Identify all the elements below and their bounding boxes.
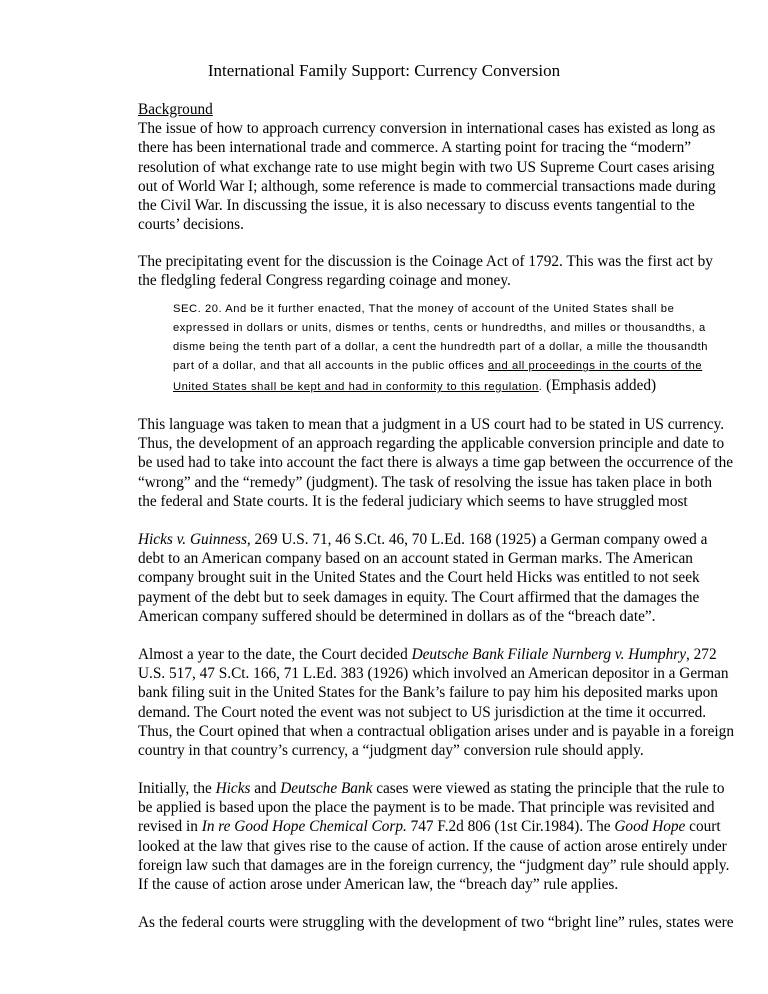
- text-line: the fledgling federal Congress regarding coinage and money.: [138, 272, 511, 290]
- quote-text: part of a dollar, and that all accounts in the public offices: [173, 360, 488, 372]
- text-line: the Civil War. In discussing the issue, it is also necessary to discuss events tangential to the: [138, 196, 695, 214]
- text-line: be used had to take into account the fact there is always a time gap between the occurrence of the: [138, 454, 734, 472]
- text-line: looked at the law that gives rise to the cause of action. If the cause of action arose entirely under: [138, 837, 727, 855]
- statute-quote: [173, 300, 709, 395]
- paragraph-background: [138, 100, 716, 234]
- text-line: American company suffered should be determined in dollars as of the “breach date”.: [138, 607, 656, 625]
- text-line: resolution of what exchange rate to use might begin with two US Supreme Court cases arising: [138, 158, 715, 176]
- text-line: As the federal courts were struggling with the development of two “bright line” rules, states were: [138, 914, 734, 931]
- text-line: debt to an American company based on an account stated in German marks. The American: [138, 550, 693, 568]
- case-name: Deutsche Bank: [280, 780, 373, 797]
- text-span: 747 F.2d 806 (1st Cir.1984). The: [406, 818, 615, 836]
- text-line: U.S. 517, 47 S.Ct. 166, 71 L.Ed. 383 (1926) which involved an American depositor in a German: [138, 665, 729, 683]
- case-name: In re Good Hope Chemical Corp.: [201, 818, 407, 836]
- quote-line: [173, 357, 703, 376]
- text-line: Thus, the development of an approach regarding the applicable conversion principle and date to: [138, 435, 725, 453]
- text-span: revised in: [138, 818, 202, 836]
- paragraph-hicks: [138, 530, 708, 626]
- text-line: be applied is based upon the place the payment is to be made. That principle was revisited and: [138, 799, 715, 817]
- text-line: This language was taken to mean that a judgment in a US court had to be stated in US currency.: [138, 416, 725, 433]
- text-line: If the cause of action arose under American law, the “breach day” rule applies.: [138, 875, 619, 893]
- text-line: courts’ decisions.: [138, 216, 244, 234]
- text-span: and: [250, 780, 281, 797]
- text-line: company brought suit in the United States and the Court held Hicks was entitled to not seek: [138, 569, 700, 587]
- case-name: Deutsche Bank Filiale Nurnberg v. Humphry: [411, 646, 686, 663]
- document-title: International Family Support: Currency Conversion: [207, 61, 561, 80]
- text-line: The issue of how to approach currency conversion in international cases has existed as long as: [138, 120, 716, 138]
- paragraph-coinage-act: [138, 252, 713, 290]
- paragraph-good-hope: [138, 779, 730, 894]
- text-line: there has been international trade and commerce. A starting point for tracing the “modern”: [138, 139, 692, 157]
- quote-line: expressed in dollars or units, dismes or tenths, cents or hundredths, and milles or thousandths, a: [173, 322, 706, 334]
- text-line: country in that country’s currency, a “judgment day” conversion rule should apply.: [138, 741, 644, 759]
- text-line: The precipitating event for the discussion is the Coinage Act of 1792. This was the first act by: [138, 253, 713, 270]
- quote-line: [173, 376, 673, 395]
- text-line: Thus, the Court opined that when a contractual obligation arises under and is payable in a foreign: [138, 722, 734, 740]
- text-line: demand. The Court noted the event was not subject to US jurisdiction at the time it occurred.: [138, 703, 707, 721]
- text-line: foreign law such that damages are in the foreign currency, the “judgment day” rule should apply.: [138, 856, 730, 874]
- text-line: bank filing suit in the United States for the Bank’s failure to pay him his deposited marks upon: [138, 684, 718, 702]
- text-line: payment of the debt but to seek damages in equity. The Court affirmed that the damages the: [138, 588, 700, 606]
- text-span: court: [685, 818, 721, 836]
- quote-text: .: [538, 381, 547, 393]
- text-line: the federal and State courts. It is the federal judiciary which seems to have struggled most: [138, 492, 688, 510]
- section-heading: Background: [138, 101, 213, 118]
- text-span: , 272: [686, 646, 717, 663]
- text-line: “wrong” and the “remedy” (judgment). The task of resolving the issue has taken place in both: [138, 473, 713, 491]
- quote-emphasis: and all proceedings in the courts of the: [488, 360, 703, 372]
- quote-emphasis: United States shall be kept and had in conformity to this regulation: [173, 381, 539, 393]
- paragraph-deutsche-bank: [138, 645, 734, 760]
- paragraph-judgment-currency: [138, 415, 734, 511]
- paragraph-bright-line: [138, 913, 734, 932]
- emphasis-note: (Emphasis added): [546, 377, 657, 394]
- quote-line: disme being the tenth part of a dollar, a cent the hundredth part of a dollar, a mille the thousandth: [173, 341, 709, 353]
- text-span: Initially, the: [138, 780, 216, 797]
- case-name: Hicks: [215, 780, 251, 797]
- text-line: out of World War I; although, some reference is made to commercial transactions made during: [138, 177, 716, 195]
- text-line: [138, 645, 717, 664]
- text-span: , 269 U.S. 71, 46 S.Ct. 46, 70 L.Ed. 168 (1925) a German company owed a: [246, 531, 708, 548]
- case-name: Hicks v. Guinness: [138, 531, 247, 548]
- text-line: [138, 817, 721, 836]
- text-line: [138, 530, 708, 549]
- text-line: [138, 779, 725, 798]
- text-span: Almost a year to the date, the Court decided: [138, 646, 412, 663]
- case-name: Good Hope: [614, 818, 686, 836]
- text-span: cases were viewed as stating the principle that the rule to: [372, 780, 725, 797]
- quote-line: SEC. 20. And be it further enacted, That the money of account of the United States shall be: [173, 303, 675, 315]
